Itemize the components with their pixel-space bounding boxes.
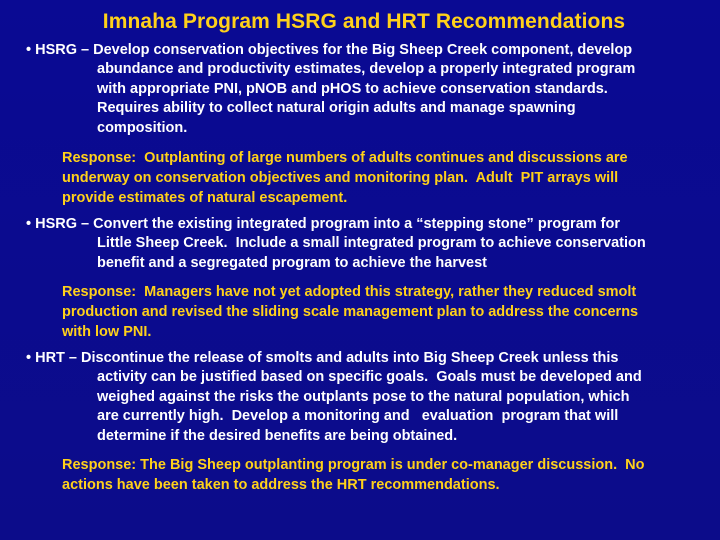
recommendation-line: • HSRG – Develop conservation objectives for the Big Sheep Creek component, develop [26,42,633,58]
recommendation-line: Requires ability to collect natural origin adults and manage spawning [97,100,576,117]
response-line: actions have been taken to address the HRT recommendations. [62,477,500,493]
recommendation-line: are currently high. Develop a monitoring and evaluation program that will [97,408,619,425]
recommendation-line: • HSRG – Convert the existing integrated program into a “stepping stone” program for [26,216,621,232]
response-2 [62,282,712,342]
recommendation-3 [26,349,710,446]
recommendation-line: determine if the desired benefits are being obtained. [97,427,458,444]
response-line: Response: Managers have not yet adopted this strategy, rather they reduced smolt [62,284,637,300]
recommendation-2 [26,215,710,273]
response-line: underway on conservation objectives and monitoring plan. Adult PIT arrays will [62,170,619,186]
response-line: production and revised the sliding scale management plan to address the concerns [62,304,639,320]
recommendation-line: weighed against the risks the outplants pose to the natural population, which [97,388,630,405]
response-line: Response: Outplanting of large numbers of adults continues and discussions are [62,150,628,166]
slide-title: Imnaha Program HSRG and HRT Recommendations [102,10,626,33]
response-line: provide estimates of natural escapement. [62,190,348,206]
recommendation-line: benefit and a segregated program to achieve the harvest [97,254,488,271]
recommendation-line: • HRT – Discontinue the release of smolts and adults into Big Sheep Creek unless this [26,350,619,366]
recommendation-line: abundance and productivity estimates, develop a properly integrated program [97,61,636,78]
response-1 [62,148,712,208]
response-line: with low PNI. [62,324,152,340]
recommendation-line: activity can be justified based on specific goals. Goals must be developed and [97,369,642,386]
recommendation-line: Little Sheep Creek. Include a small integrated program to achieve conservation [97,235,646,252]
recommendation-line: composition. [97,119,188,136]
recommendation-1 [26,41,710,138]
response-line: Response: The Big Sheep outplanting program is under co-manager discussion. No [62,457,645,473]
recommendation-line: with appropriate PNI, pNOB and pHOS to achieve conservation standards. [97,80,608,97]
response-3 [62,455,712,495]
